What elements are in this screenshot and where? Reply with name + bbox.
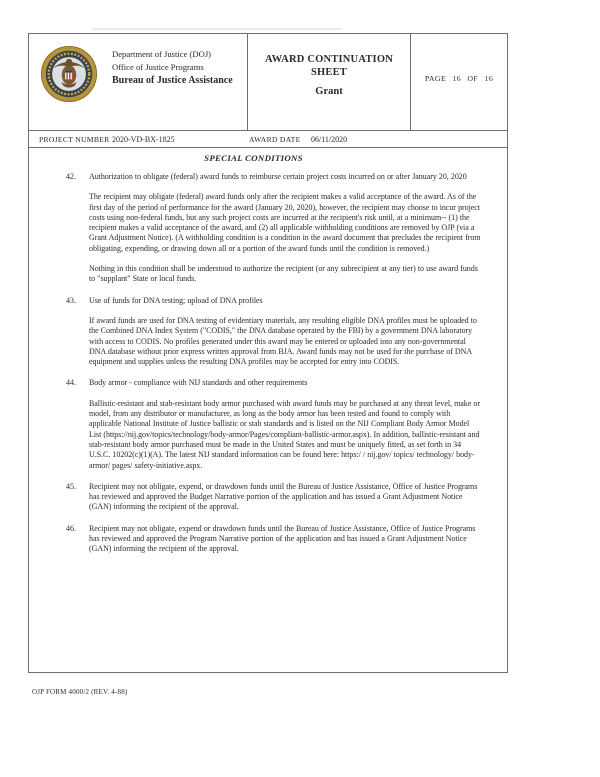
award-date-value: 06/11/2020 (311, 135, 348, 144)
form-title-grant: Grant (315, 86, 343, 97)
project-number-value: 2020-VD-BX-1825 (112, 135, 175, 144)
condition-text-block (89, 524, 481, 565)
form-title-line-2: SHEET (310, 67, 348, 78)
award-date-label: AWARD DATE (249, 135, 301, 144)
condition-item-45 (66, 482, 481, 523)
award-continuation-form (28, 33, 508, 673)
form-number-footer: OJP FORM 4000/2 (REV. 4-88) (32, 688, 128, 696)
special-conditions-section (29, 148, 507, 672)
condition-46-paragraph-1: Recipient may not obligate, expend or drawdown funds until the Bureau of Justice Assistance, Office of Justice Programs has reviewed and approved the Program Narrative portion of the application and has issued a Grant Adjustment Notice (GAN) informing the recipient of the approval. (89, 523, 476, 554)
condition-42-paragraph-1: The recipient may obligate (federal) award funds only after the recipient makes a valid acceptance of the award. As of the first day of the period of performance for the award (January 20, 2020), however, the recipient may choose to incur project costs using non-federal funds, but any such project costs are incurred at the recipient's risk until, at a minimum-- (1) the recipient makes a valid acceptance of the award, and (2) all applicable withholding conditions are removed by OJP (via a Grant Adjustment Notice). (A withholding condition is a condition in the award document that precludes the recipient from obligating, expending, or drawing down all or a portion of the award funds until the condition is removed.) (89, 192, 481, 253)
agency-cell (29, 34, 247, 130)
condition-number: 42. (66, 172, 76, 181)
condition-item-43 (66, 296, 481, 378)
condition-item-44 (66, 378, 481, 480)
doj-seal-icon (40, 45, 98, 103)
condition-number: 44. (66, 378, 76, 388)
condition-text-block (89, 482, 481, 523)
condition-43-paragraph-1: If award funds are used for DNA testing of evidentiary materials, any resulting eligible DNA profiles must be uploaded to the Combined DNA Index System ("CODIS," the DNA database operated by the FBI) by a government DNA laboratory with access to CODIS. No profiles generated under this award may be entered or uploaded into any non-governmental DNA database without prior express written approval from BJA. Award funds may not be used for the purchase of DNA equipment and supplies unless the resulting DNA profiles may be accepted for entry into CODIS. (89, 315, 477, 367)
form-header (29, 34, 507, 131)
project-number-label: PROJECT NUMBER (39, 135, 110, 144)
agency-line-bja: Bureau of Justice Assistance (112, 75, 233, 86)
form-title-line-1: AWARD CONTINUATION (265, 54, 393, 65)
condition-text-block (89, 296, 481, 378)
page-indicator-text: PAGE 16 OF 16 (424, 73, 494, 83)
condition-text-block (89, 378, 481, 480)
condition-44-paragraph-1: Ballistic-resistant and stab-resistant body armor purchased with award funds may be purchased at any threat level, make or model, from any distributor or manufacturer, as long as the body armor has been tested and found to comply with applicable National Institute of Justice ballistic or stab standards and is listed on the NIJ Compliant Body Armor Model List (https://nij.gov/topics/technology/body-armor/Pages/compliant-ballistic-armor.aspx). In addition, ballistic-resistant and stab-resistant body armor purchased must be made in the United States and must be uniquely fitted, as set forth in 34 U.S.C. 10202(c)(1)(A). The latest NIJ standard information can be found here: https:/ / nij.gov/ topics/ technology/ body-armor/ pages/ safety-initiative.aspx. (89, 398, 480, 470)
condition-text-block (89, 172, 481, 295)
condition-43-title: Use of funds for DNA testing; upload of DNA profiles (89, 295, 263, 305)
condition-42-paragraph-2: Nothing in this condition shall be understood to authorize the recipient (or any subrecipient at any tier) to use award funds to "supplant" State or local funds. (89, 264, 478, 284)
agency-lines (112, 45, 233, 130)
condition-item-42 (66, 172, 481, 295)
form-title-cell (247, 34, 411, 130)
condition-45-paragraph-1: Recipient may not obligate, expend, or drawdown funds until the Bureau of Justice Assistance, Office of Justice Programs has reviewed and approved the Budget Narrative portion of the application and has issued a Grant Adjustment Notice (GAN) informing the recipient of the approval. (89, 481, 478, 512)
condition-number: 43. (66, 295, 76, 305)
agency-line-ojp: Office of Justice Programs (112, 62, 204, 72)
agency-line-doj: Department of Justice (DOJ) (112, 49, 212, 59)
special-conditions-heading: SPECIAL CONDITIONS (204, 153, 303, 163)
page-indicator (411, 34, 507, 130)
condition-number: 45. (66, 481, 76, 491)
project-meta-row (29, 131, 507, 148)
condition-44-title: Body armor - compliance with NIJ standards and other requirements (89, 378, 308, 388)
scan-artifact (92, 28, 342, 30)
condition-42-title: Authorization to obligate (federal) award funds to reimburse certain project costs incurred on or after January 20, 2020 (89, 172, 467, 181)
condition-number: 46. (66, 523, 76, 533)
condition-item-46 (66, 524, 481, 565)
